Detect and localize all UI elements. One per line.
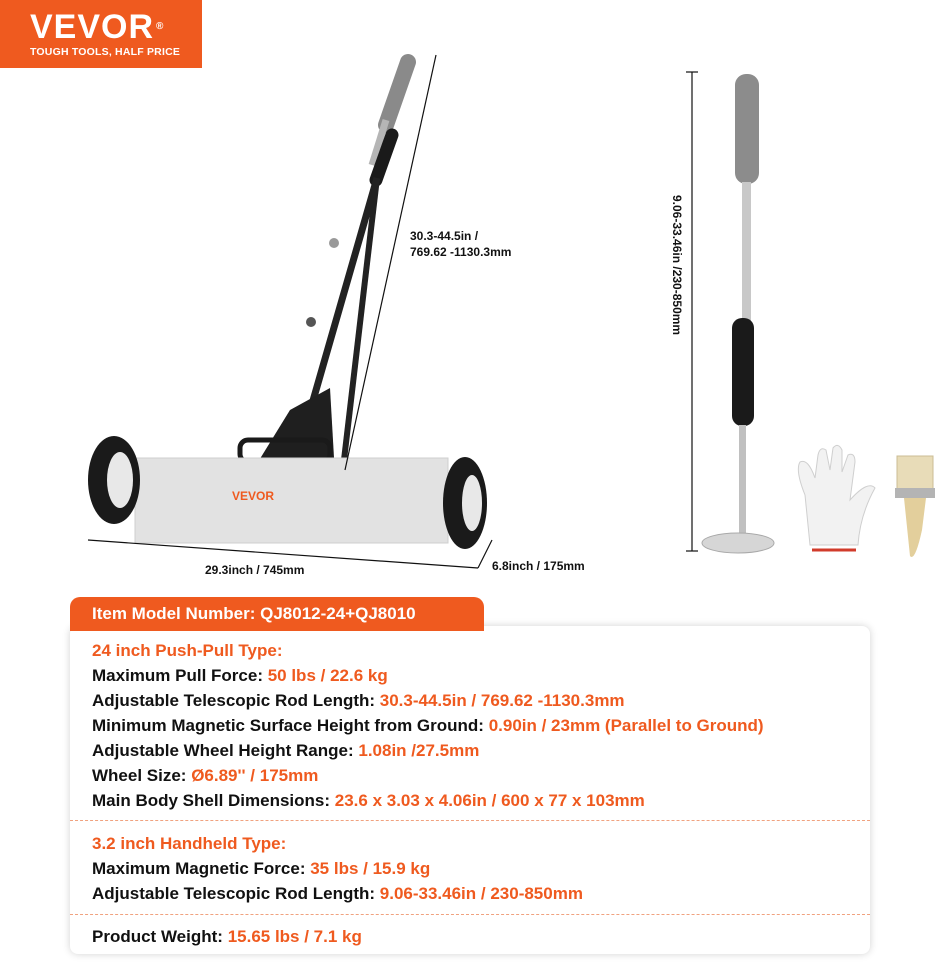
product-label: VEVOR: [232, 489, 275, 503]
dimension-sweeper-depth: 6.8inch / 175mm: [492, 559, 585, 573]
model-number-tab: Item Model Number: QJ8012-24+QJ8010: [70, 597, 484, 631]
spec-row: Main Body Shell Dimensions: 23.6 x 3.03 x 4.06in / 600 x 77 x 103mm: [92, 791, 645, 810]
spec-row: Adjustable Telescopic Rod Length: 9.06-33.46in / 230-850mm: [92, 884, 583, 903]
section-divider: [70, 914, 870, 915]
section-title: 3.2 inch Handheld Type:: [92, 834, 287, 853]
glove-icon: [798, 445, 875, 550]
logo-reg-mark: ®: [156, 21, 165, 32]
brush-icon: [895, 456, 935, 557]
logo-brand: VEVOR: [30, 8, 155, 46]
spec-card: [70, 626, 870, 954]
section-handheld: [92, 831, 583, 906]
spec-row: Minimum Magnetic Surface Height from Ground: 0.90in / 23mm (Parallel to Ground): [92, 716, 764, 735]
dimension-sweeper-height: [410, 228, 511, 260]
wheel-right-icon: [443, 457, 487, 549]
spec-row: Product Weight: 15.65 lbs / 7.1 kg: [92, 927, 362, 946]
section-divider: [70, 820, 870, 821]
handheld-magnet-tool: [702, 74, 774, 553]
section-weight: [92, 924, 362, 949]
dimension-sweeper-height-line2: 769.62 -1130.3mm: [410, 245, 512, 259]
section-push-pull: [92, 638, 764, 813]
spec-row: Maximum Pull Force: 50 lbs / 22.6 kg: [92, 666, 388, 685]
logo-tagline: TOUGH TOOLS, HALF PRICE: [30, 46, 181, 58]
dimension-sweeper-height-line1: 30.3-44.5in /: [410, 229, 479, 243]
dimension-handheld-length: 9.06-33.46in /230-850mm: [670, 195, 684, 336]
spec-row: Adjustable Telescopic Rod Length: 30.3-44.5in / 769.62 -1130.3mm: [92, 691, 625, 710]
spec-row: Adjustable Wheel Height Range: 1.08in /27.5mm: [92, 741, 480, 760]
dimension-sweeper-width: 29.3inch / 745mm: [205, 563, 305, 577]
wheel-left-icon: [88, 436, 140, 524]
section-title: 24 inch Push-Pull Type:: [92, 641, 283, 660]
spec-row: Wheel Size: Ø6.89'' / 175mm: [92, 766, 319, 785]
sweeper-body: [135, 458, 448, 543]
spec-row: Maximum Magnetic Force: 35 lbs / 15.9 kg: [92, 859, 431, 878]
